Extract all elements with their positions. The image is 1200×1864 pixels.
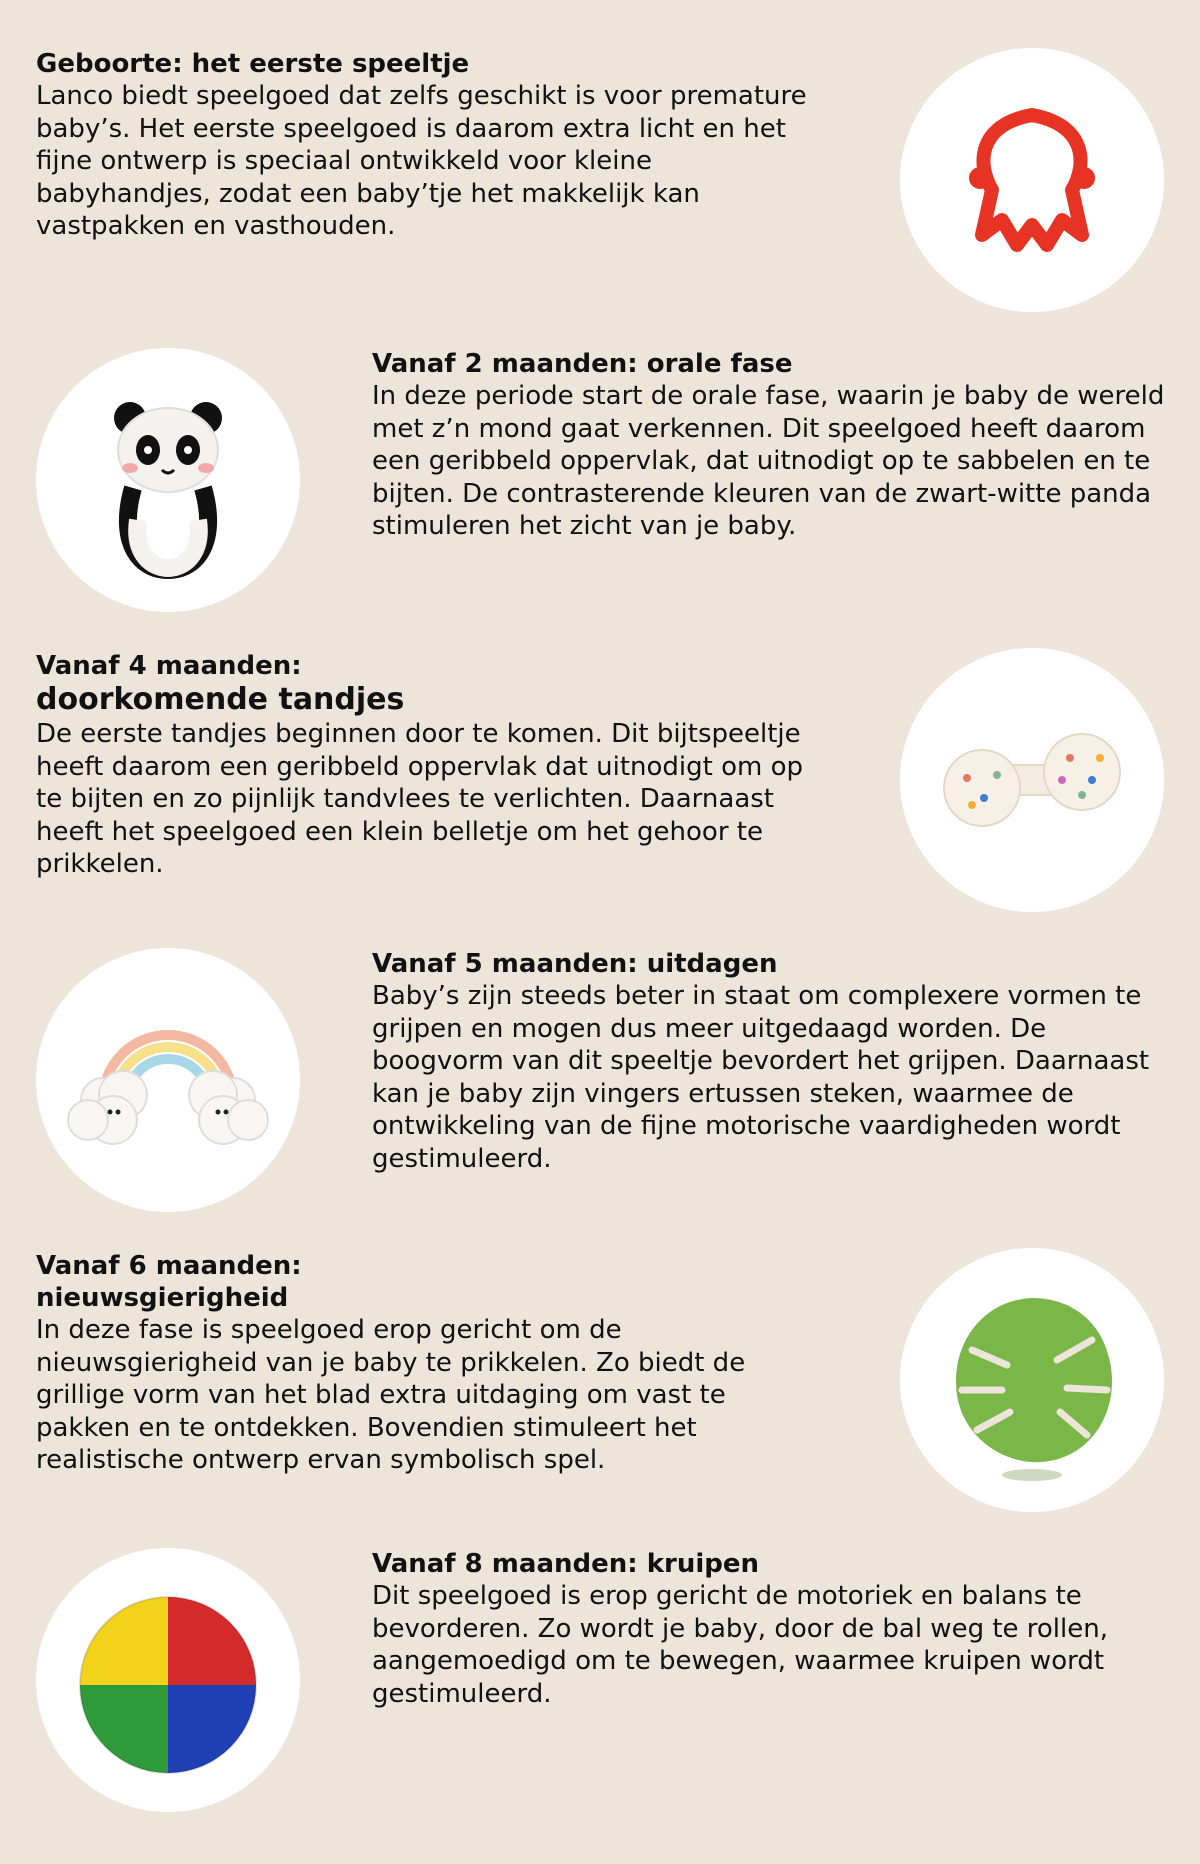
section-text: In deze fase is speelgoed erop gericht om de nieuwsgierigheid van je baby te prikkelen. Zo biedt de grillige vorm van het blad extra uitdaging om vast te pakken en te ontdekken. Bovendien stimuleert het realistische ontwerp ervan symbolisch spel. — [36, 1315, 746, 1475]
section-text: In deze periode start de orale fase, waarin je baby de wereld met z’n mond gaat verkennen. Dit speelgoed heeft daarom een geribbeld oppervlak, dat uitnodigt op te sabbelen en te bijten. De contrasterende kleuren van de zwart-witte panda stimuleren het zicht van je baby. — [372, 381, 1165, 541]
section-title-line2: nieuwsgierigheid — [36, 1283, 289, 1313]
panda-teether-icon — [36, 348, 300, 612]
section-title — [36, 1250, 816, 1314]
section-title: Vanaf 5 maanden: uitdagen — [372, 949, 778, 979]
section-title — [36, 650, 816, 718]
section-challenge — [372, 948, 1172, 1175]
sensory-ball-icon — [36, 1548, 300, 1812]
section-title: Geboorte: het eerste speeltje — [36, 49, 470, 79]
section-title: Vanaf 8 maanden: kruipen — [372, 1549, 759, 1579]
section-text: De eerste tandjes beginnen door te komen. Dit bijtspeeltje heeft daarom een geribbeld oppervlak dat uitnodigt om op te bijten en zo pijnlijk tandvlees te verlichten. Daarnaast heeft het speelgoed een klein belletje om het gehoor te prikkelen. — [36, 719, 803, 879]
dumbbell-rattle-icon — [900, 648, 1164, 912]
section-text: Dit speelgoed is erop gericht de motoriek en balans te bevorderen. Zo wordt je baby, door de bal weg te rollen, aangemoedigd om te bewegen, waarmee kruipen wordt gestimuleerd. — [372, 1581, 1108, 1709]
section-curiosity — [36, 1250, 816, 1477]
octopus-teether-icon — [900, 48, 1164, 312]
section-title-line2: doorkomende tandjes — [36, 682, 405, 717]
section-teething — [36, 650, 816, 881]
monstera-leaf-icon — [900, 1248, 1164, 1512]
section-title-line1: Vanaf 6 maanden: — [36, 1251, 302, 1281]
rainbow-clouds-icon — [36, 948, 300, 1212]
section-text: Baby’s zijn steeds beter in staat om complexere vormen te grijpen en mogen dus meer uitgedaagd worden. De boogvorm van dit speeltje bevordert het grijpen. Daarnaast kan je baby zijn vingers ertussen steken, waarmee de ontwikkeling van de fijne motorische vaardigheden wordt gestimuleerd. — [372, 981, 1150, 1174]
section-oral-phase — [372, 348, 1172, 543]
section-text: Lanco biedt speelgoed dat zelfs geschikt is voor premature baby’s. Het eerste speelgoed is daarom extra licht en het fijne ontwerp is speciaal ontwikkeld voor kleine babyhandjes, zodat een baby’tje het makkelijk kan vastpakken en vasthouden. — [36, 81, 807, 241]
section-title-line1: Vanaf 4 maanden: — [36, 651, 302, 681]
section-birth — [36, 48, 816, 243]
section-crawling — [372, 1548, 1172, 1710]
section-title: Vanaf 2 maanden: orale fase — [372, 349, 793, 379]
